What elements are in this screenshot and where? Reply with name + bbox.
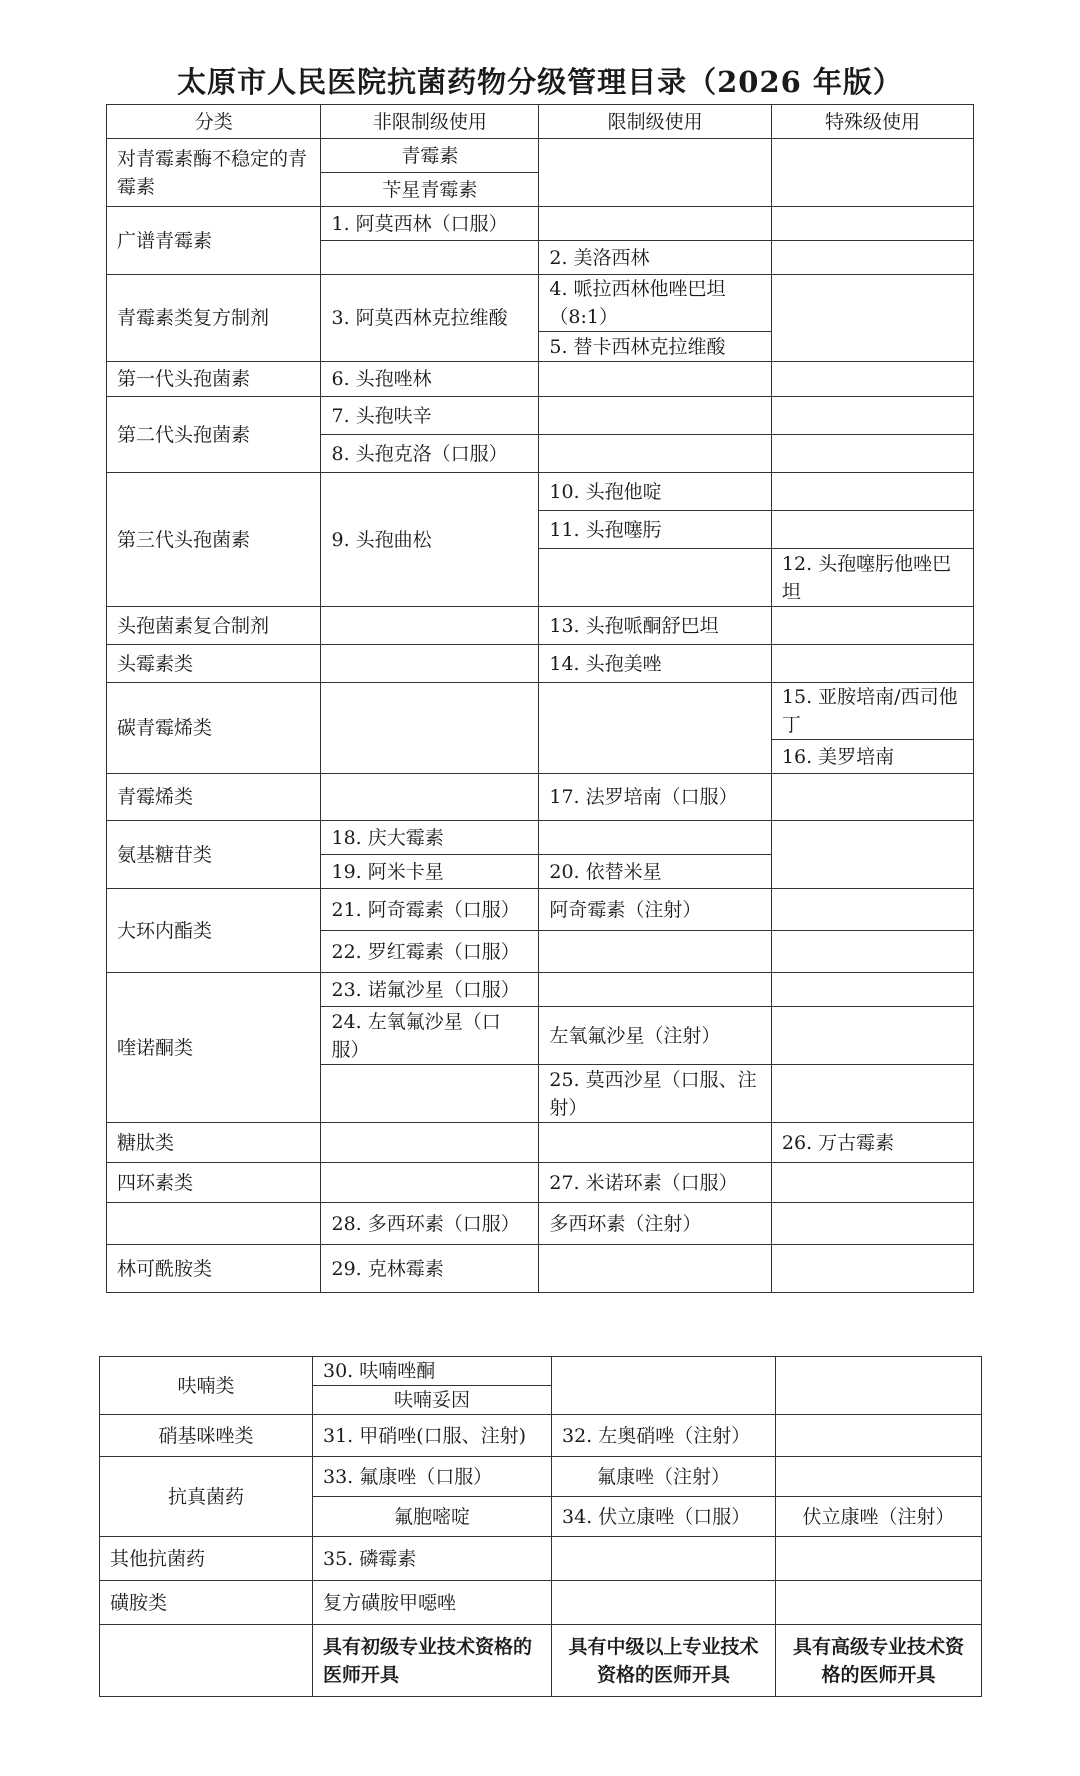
empty-cell xyxy=(776,1357,982,1415)
drug-cell: 12. 头孢噻肟他唑巴坦 xyxy=(771,549,973,607)
empty-cell xyxy=(539,1123,772,1163)
drug-cell: 3. 阿莫西林克拉维酸 xyxy=(321,275,539,362)
empty-cell xyxy=(771,774,973,821)
empty-cell xyxy=(321,1163,539,1203)
drug-cell: 24. 左氧氟沙星（口服） xyxy=(321,1007,539,1065)
drug-cell: 青霉素 xyxy=(321,139,539,173)
empty-cell xyxy=(321,241,539,275)
drug-cell: 氟胞嘧啶 xyxy=(313,1497,552,1537)
drug-cell: 4. 哌拉西林他唑巴坦（8:1） xyxy=(539,275,772,332)
antibiotic-table-continued xyxy=(99,1356,982,1697)
empty-cell xyxy=(771,889,973,931)
drug-cell: 16. 美罗培南 xyxy=(771,740,973,774)
category-cell: 碳青霉烯类 xyxy=(107,683,321,774)
drug-cell: 17. 法罗培南（口服） xyxy=(539,774,772,821)
empty-cell xyxy=(539,362,772,397)
drug-cell: 11. 头孢噻肟 xyxy=(539,511,772,549)
drug-cell: 9. 头孢曲松 xyxy=(321,473,539,607)
empty-cell xyxy=(552,1357,776,1415)
drug-cell: 复方磺胺甲噁唑 xyxy=(313,1581,552,1625)
category-cell: 糖肽类 xyxy=(107,1123,321,1163)
empty-cell xyxy=(321,774,539,821)
empty-cell xyxy=(771,139,973,207)
drug-cell: 21. 阿奇霉素（口服） xyxy=(321,889,539,931)
empty-cell xyxy=(539,549,772,607)
drug-cell: 左氧氟沙星（注射） xyxy=(539,1007,772,1065)
drug-cell: 33. 氟康唑（口服） xyxy=(313,1457,552,1497)
drug-cell: 18. 庆大霉素 xyxy=(321,821,539,855)
empty-cell xyxy=(100,1625,313,1697)
page-title: 太原市人民医院抗菌药物分级管理目录（2026 年版） xyxy=(177,65,903,99)
header-restricted: 限制级使用 xyxy=(539,105,772,139)
category-cell: 林可酰胺类 xyxy=(107,1245,321,1293)
prescriber-senior: 具有高级专业技术资格的医师开具 xyxy=(776,1625,982,1697)
empty-cell xyxy=(776,1581,982,1625)
empty-cell xyxy=(539,139,772,207)
category-cell: 氨基糖苷类 xyxy=(107,821,321,889)
empty-cell xyxy=(321,1123,539,1163)
empty-cell xyxy=(321,683,539,774)
drug-cell: 6. 头孢唑林 xyxy=(321,362,539,397)
drug-cell: 35. 磷霉素 xyxy=(313,1537,552,1581)
category-cell: 第一代头孢菌素 xyxy=(107,362,321,397)
empty-cell xyxy=(321,1065,539,1123)
empty-cell xyxy=(776,1457,982,1497)
empty-cell xyxy=(539,435,772,473)
drug-cell: 15. 亚胺培南/西司他丁 xyxy=(771,683,973,740)
category-cell: 四环素类 xyxy=(107,1163,321,1203)
drug-cell: 31. 甲硝唑(口服、注射) xyxy=(313,1415,552,1457)
empty-cell xyxy=(771,397,973,435)
drug-cell: 28. 多西环素（口服） xyxy=(321,1203,539,1245)
empty-cell xyxy=(539,207,772,241)
empty-cell xyxy=(771,362,973,397)
empty-cell xyxy=(539,397,772,435)
empty-cell xyxy=(771,241,973,275)
empty-cell xyxy=(552,1581,776,1625)
empty-cell xyxy=(539,973,772,1007)
empty-cell xyxy=(771,511,973,549)
empty-cell xyxy=(539,683,772,774)
drug-cell: 22. 罗红霉素（口服） xyxy=(321,931,539,973)
drug-cell: 2. 美洛西林 xyxy=(539,241,772,275)
empty-cell xyxy=(771,973,973,1007)
drug-cell: 14. 头孢美唑 xyxy=(539,645,772,683)
category-cell: 其他抗菌药 xyxy=(100,1537,313,1581)
empty-cell xyxy=(321,645,539,683)
category-cell: 喹诺酮类 xyxy=(107,973,321,1123)
drug-cell: 27. 米诺环素（口服） xyxy=(539,1163,772,1203)
empty-cell xyxy=(321,607,539,645)
category-cell: 头霉素类 xyxy=(107,645,321,683)
empty-cell xyxy=(776,1415,982,1457)
header-special: 特殊级使用 xyxy=(771,105,973,139)
category-cell: 第二代头孢菌素 xyxy=(107,397,321,473)
empty-cell xyxy=(771,821,973,889)
empty-cell xyxy=(771,435,973,473)
category-cell: 抗真菌药 xyxy=(100,1457,313,1537)
empty-cell xyxy=(771,607,973,645)
drug-cell: 19. 阿米卡星 xyxy=(321,855,539,889)
antibiotic-table-main xyxy=(106,104,974,1293)
drug-cell: 32. 左奥硝唑（注射） xyxy=(552,1415,776,1457)
empty-cell xyxy=(771,275,973,362)
empty-cell xyxy=(776,1537,982,1581)
empty-cell xyxy=(771,1065,973,1123)
empty-cell xyxy=(771,1203,973,1245)
category-cell: 第三代头孢菌素 xyxy=(107,473,321,607)
prescriber-intermediate: 具有中级以上专业技术资格的医师开具 xyxy=(552,1625,776,1697)
empty-cell xyxy=(552,1537,776,1581)
drug-cell: 呋喃妥因 xyxy=(313,1386,552,1415)
empty-cell xyxy=(771,931,973,973)
empty-cell xyxy=(771,207,973,241)
drug-cell: 伏立康唑（注射） xyxy=(776,1497,982,1537)
empty-cell xyxy=(771,473,973,511)
empty-cell xyxy=(771,1007,973,1065)
empty-cell xyxy=(539,821,772,855)
category-cell: 头孢菌素复合制剂 xyxy=(107,607,321,645)
drug-cell: 20. 依替米星 xyxy=(539,855,772,889)
empty-cell xyxy=(107,1203,321,1245)
drug-cell: 34. 伏立康唑（口服） xyxy=(552,1497,776,1537)
drug-cell: 氟康唑（注射） xyxy=(552,1457,776,1497)
category-cell: 青霉烯类 xyxy=(107,774,321,821)
drug-cell: 7. 头孢呋辛 xyxy=(321,397,539,435)
category-cell: 广谱青霉素 xyxy=(107,207,321,275)
drug-cell: 8. 头孢克洛（口服） xyxy=(321,435,539,473)
drug-cell: 苄星青霉素 xyxy=(321,173,539,207)
drug-cell: 25. 莫西沙星（口服、注射） xyxy=(539,1065,772,1123)
drug-cell: 1. 阿莫西林（口服） xyxy=(321,207,539,241)
header-category: 分类 xyxy=(107,105,321,139)
category-cell: 青霉素类复方制剂 xyxy=(107,275,321,362)
drug-cell: 多西环素（注射） xyxy=(539,1203,772,1245)
drug-cell: 5. 替卡西林克拉维酸 xyxy=(539,332,772,362)
empty-cell xyxy=(771,1163,973,1203)
drug-cell: 13. 头孢哌酮舒巴坦 xyxy=(539,607,772,645)
category-cell: 大环内酯类 xyxy=(107,889,321,973)
empty-cell xyxy=(539,931,772,973)
drug-cell: 29. 克林霉素 xyxy=(321,1245,539,1293)
empty-cell xyxy=(539,1245,772,1293)
drug-cell: 10. 头孢他啶 xyxy=(539,473,772,511)
drug-cell: 26. 万古霉素 xyxy=(771,1123,973,1163)
category-cell: 呋喃类 xyxy=(100,1357,313,1415)
header-non-restricted: 非限制级使用 xyxy=(321,105,539,139)
drug-cell: 阿奇霉素（注射） xyxy=(539,889,772,931)
drug-cell: 23. 诺氟沙星（口服） xyxy=(321,973,539,1007)
category-cell: 对青霉素酶不稳定的青霉素 xyxy=(107,139,321,207)
empty-cell xyxy=(771,645,973,683)
category-cell: 硝基咪唑类 xyxy=(100,1415,313,1457)
category-cell: 磺胺类 xyxy=(100,1581,313,1625)
drug-cell: 30. 呋喃唑酮 xyxy=(313,1357,552,1386)
prescriber-junior: 具有初级专业技术资格的医师开具 xyxy=(313,1625,552,1697)
empty-cell xyxy=(771,1245,973,1293)
